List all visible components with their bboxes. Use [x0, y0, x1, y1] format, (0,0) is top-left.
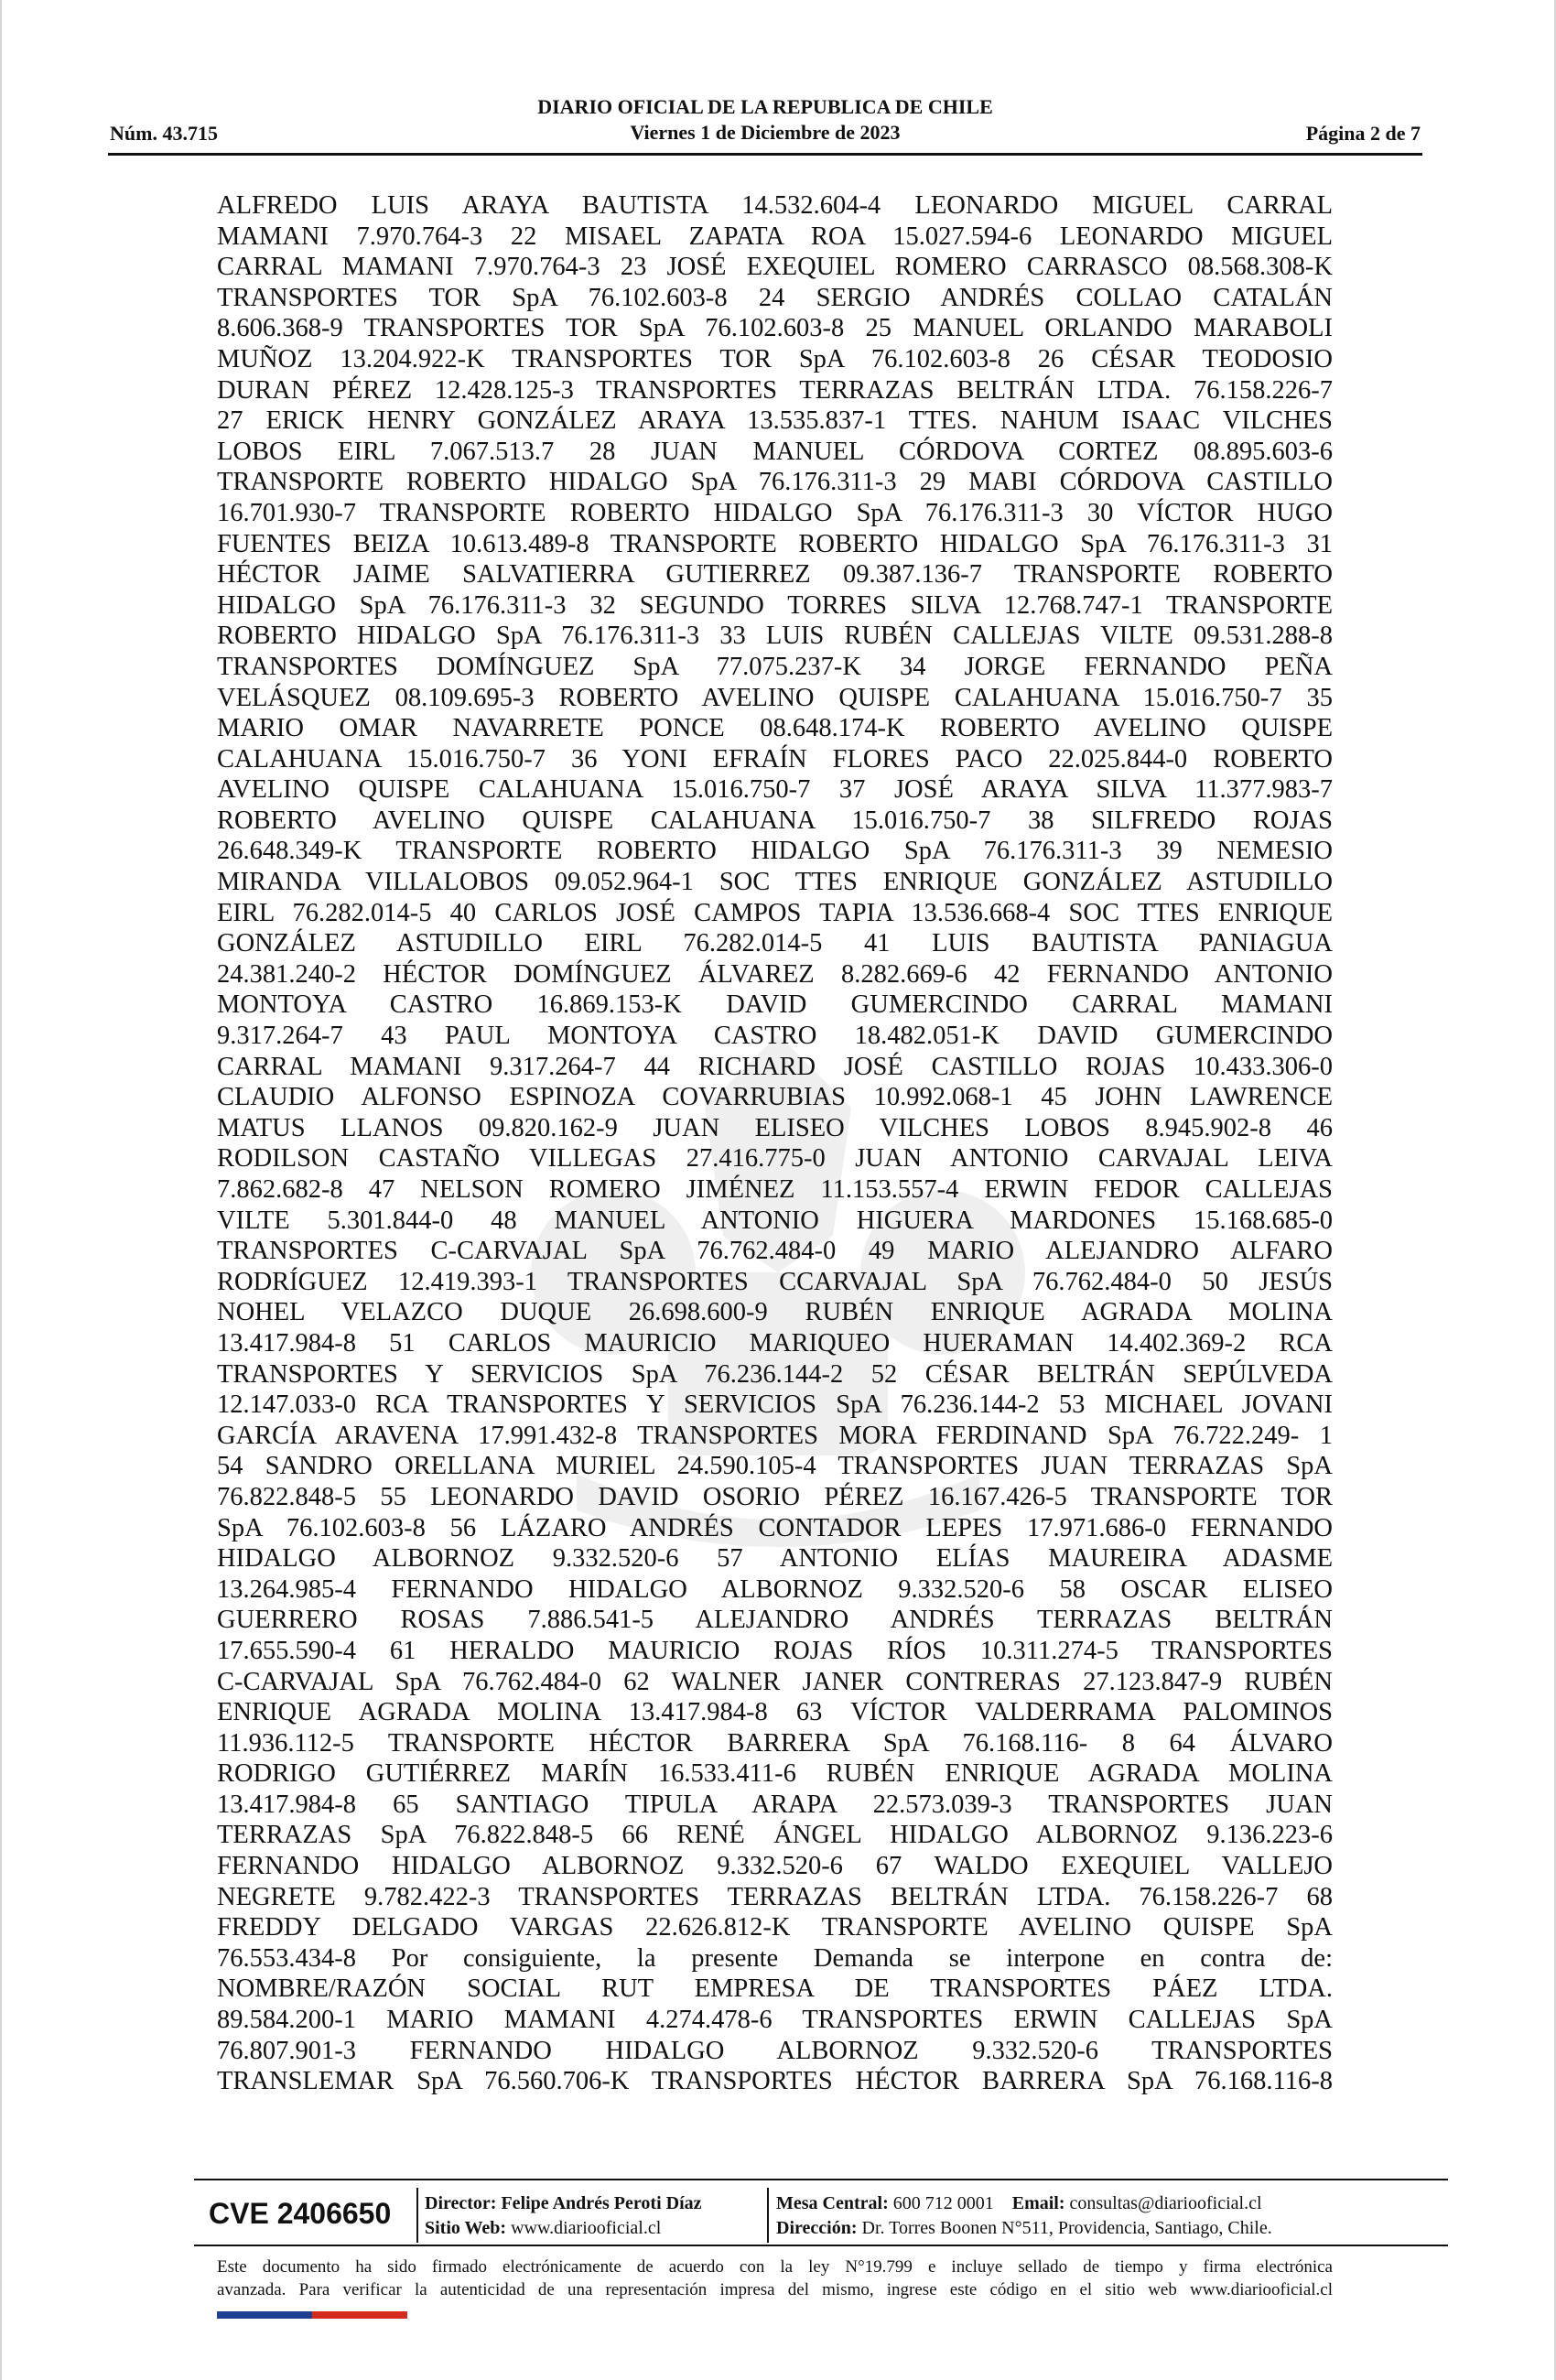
body-line: 16.701.930-7 TRANSPORTE ROBERTO HIDALGO SpA 76.176.311-3 30 VÍCTOR HUGO: [217, 498, 1333, 527]
body-line: GARCÍA ARAVENA 17.991.432-8 TRANSPORTES MORA FERDINAND SpA 76.722.249- 1: [217, 1421, 1333, 1450]
body-line: TERRAZAS SpA 76.822.848-5 66 RENÉ ÁNGEL HIDALGO ALBORNOZ 9.136.223-6: [217, 1821, 1333, 1850]
signature-note-line: avanzada. Para verificar la autenticidad de una representación impresa del mismo, ingrese este código en el sitio web www.diariooficial.cl: [217, 2280, 1333, 2299]
body-line: RODRÍGUEZ 12.419.393-1 TRANSPORTES CCARVAJAL SpA 76.762.484-0 50 JESÚS: [217, 1267, 1333, 1296]
signature-note: [217, 2256, 1333, 2301]
header-divider: [108, 153, 1422, 156]
issue-number: Núm. 43.715: [110, 122, 218, 145]
body-text: [217, 190, 1333, 2097]
signature-note-line: Este documento ha sido firmado electrónicamente de acuerdo con la ley N°19.799 e incluye sellado de tiempo y firma electrónica: [217, 2257, 1333, 2277]
body-line: HIDALGO ALBORNOZ 9.332.520-6 57 ANTONIO ELÍAS MAUREIRA ADASME: [217, 1544, 1333, 1574]
publication-date: Viernes 1 de Diciembre de 2023: [630, 121, 901, 144]
body-line: TRANSPORTES TOR SpA 76.102.603-8 24 SERGIO ANDRÉS COLLAO CATALÁN: [217, 283, 1333, 312]
director-label: Director:: [425, 2193, 497, 2213]
body-line: 76.553.434-8 Por consiguiente, la presente Demanda se interpone en contra de:: [217, 1943, 1333, 1973]
page-indicator: Página 2 de 7: [1305, 122, 1421, 145]
body-line: TRANSPORTES DOMÍNGUEZ SpA 77.075.237-K 34 JORGE FERNANDO PEÑA: [217, 652, 1333, 681]
body-line: FUENTES BEIZA 10.613.489-8 TRANSPORTE ROBERTO HIDALGO SpA 76.176.311-3 31: [217, 529, 1333, 558]
body-line: NOMBRE/RAZÓN SOCIAL RUT EMPRESA DE TRANSPORTES PÁEZ LTDA.: [217, 1974, 1333, 2004]
body-line: 24.381.240-2 HÉCTOR DOMÍNGUEZ ÁLVAREZ 8.282.669-6 42 FERNANDO ANTONIO: [217, 959, 1333, 989]
address-label: Dirección:: [776, 2218, 858, 2238]
body-line: GONZÁLEZ ASTUDILLO EIRL 76.282.014-5 41 LUIS BAUTISTA PANIAGUA: [217, 929, 1333, 958]
body-line: 76.807.901-3 FERNANDO HIDALGO ALBORNOZ 9.332.520-6 TRANSPORTES: [217, 2036, 1333, 2065]
footer-director-block: [425, 2191, 702, 2241]
body-line: TRANSPORTE ROBERTO HIDALGO SpA 76.176.311-3 29 MABI CÓRDOVA CASTILLO: [217, 468, 1333, 497]
body-line: MUÑOZ 13.204.922-K TRANSPORTES TOR SpA 76.102.603-8 26 CÉSAR TEODOSIO: [217, 344, 1333, 373]
body-line: ALFREDO LUIS ARAYA BAUTISTA 14.532.604-4 LEONARDO MIGUEL CARRAL: [217, 191, 1333, 220]
body-line: SpA 76.102.603-8 56 LÁZARO ANDRÉS CONTADOR LEPES 17.971.686-0 FERNANDO: [217, 1513, 1333, 1542]
header-center: [110, 94, 1421, 146]
flag-stripe: [217, 2311, 407, 2319]
body-line: ROBERTO AVELINO QUISPE CALAHUANA 15.016.750-7 38 SILFREDO ROJAS: [217, 806, 1333, 835]
body-line: DURAN PÉREZ 12.428.125-3 TRANSPORTES TERRAZAS BELTRÁN LTDA. 76.158.226-7: [217, 375, 1333, 405]
body-line: TRANSLEMAR SpA 76.560.706-K TRANSPORTES HÉCTOR BARRERA SpA 76.168.116-8: [217, 2067, 1333, 2096]
body-line: 54 SANDRO ORELLANA MURIEL 24.590.105-4 TRANSPORTES JUAN TERRAZAS SpA: [217, 1452, 1333, 1481]
flag-blue-segment: [217, 2311, 312, 2319]
body-line: EIRL 76.282.014-5 40 CARLOS JOSÉ CAMPOS TAPIA 13.536.668-4 SOC TTES ENRIQUE: [217, 898, 1333, 927]
body-line: ROBERTO HIDALGO SpA 76.176.311-3 33 LUIS RUBÉN CALLEJAS VILTE 09.531.288-8: [217, 622, 1333, 651]
footer-contact-block: [776, 2191, 1272, 2241]
cve-code: CVE 2406650: [209, 2197, 392, 2230]
body-line: LOBOS EIRL 7.067.513.7 28 JUAN MANUEL CÓRDOVA CORTEZ 08.895.603-6: [217, 437, 1333, 466]
body-line: 8.606.368-9 TRANSPORTES TOR SpA 76.102.603-8 25 MANUEL ORLANDO MARABOLI: [217, 314, 1333, 343]
body-line: GUERRERO ROSAS 7.886.541-5 ALEJANDRO ANDRÉS TERRAZAS BELTRÁN: [217, 1606, 1333, 1635]
body-line: 12.147.033-0 RCA TRANSPORTES Y SERVICIOS SpA 76.236.144-2 53 MICHAEL JOVANI: [217, 1390, 1333, 1420]
body-line: CLAUDIO ALFONSO ESPINOZA COVARRUBIAS 10.992.068-1 45 JOHN LAWRENCE: [217, 1083, 1333, 1112]
body-line: MARIO OMAR NAVARRETE PONCE 08.648.174-K ROBERTO AVELINO QUISPE: [217, 714, 1333, 743]
body-line: 9.317.264-7 43 PAUL MONTOYA CASTRO 18.482.051-K DAVID GUMERCINDO: [217, 1022, 1333, 1051]
publication-title: DIARIO OFICIAL DE LA REPUBLICA DE CHILE: [537, 95, 993, 118]
body-line: TRANSPORTES Y SERVICIOS SpA 76.236.144-2 52 CÉSAR BELTRÁN SEPÚLVEDA: [217, 1359, 1333, 1389]
body-line: HIDALGO SpA 76.176.311-3 32 SEGUNDO TORRES SILVA 12.768.747-1 TRANSPORTE: [217, 590, 1333, 620]
website-link[interactable]: www.diariooficial.cl: [511, 2218, 662, 2238]
body-line: 13.417.984-8 51 CARLOS MAURICIO MARIQUEO HUERAMAN 14.402.369-2 RCA: [217, 1328, 1333, 1358]
email-label: Email:: [1011, 2193, 1065, 2213]
director-value: Felipe Andrés Peroti Díaz: [501, 2193, 702, 2213]
mesa-label: Mesa Central:: [776, 2193, 889, 2213]
footer-separator: [767, 2188, 769, 2243]
page-header: [110, 94, 1421, 149]
body-line: MATUS LLANOS 09.820.162-9 JUAN ELISEO VILCHES LOBOS 8.945.902-8 46: [217, 1113, 1333, 1142]
body-line: MIRANDA VILLALOBOS 09.052.964-1 SOC TTES ENRIQUE GONZÁLEZ ASTUDILLO: [217, 868, 1333, 897]
body-line: 13.264.985-4 FERNANDO HIDALGO ALBORNOZ 9.332.520-6 58 OSCAR ELISEO: [217, 1574, 1333, 1604]
body-line: 89.584.200-1 MARIO MAMANI 4.274.478-6 TRANSPORTES ERWIN CALLEJAS SpA: [217, 2006, 1333, 2035]
body-line: RODRIGO GUTIÉRREZ MARÍN 16.533.411-6 RUBÉN ENRIQUE AGRADA MOLINA: [217, 1759, 1333, 1789]
body-line: 7.862.682-8 47 NELSON ROMERO JIMÉNEZ 11.153.557-4 ERWIN FEDOR CALLEJAS: [217, 1175, 1333, 1204]
footer-divider-bottom: [194, 2245, 1448, 2246]
body-line: 17.655.590-4 61 HERALDO MAURICIO ROJAS RÍOS 10.311.274-5 TRANSPORTES: [217, 1636, 1333, 1665]
address-value: Dr. Torres Boonen N°511, Providencia, Santiago, Chile.: [861, 2218, 1272, 2238]
body-line: AVELINO QUISPE CALAHUANA 15.016.750-7 37 JOSÉ ARAYA SILVA 11.377.983-7: [217, 775, 1333, 805]
body-line: 76.822.848-5 55 LEONARDO DAVID OSORIO PÉREZ 16.167.426-5 TRANSPORTE TOR: [217, 1482, 1333, 1511]
body-line: MAMANI 7.970.764-3 22 MISAEL ZAPATA ROA 15.027.594-6 LEONARDO MIGUEL: [217, 222, 1333, 251]
body-line: FERNANDO HIDALGO ALBORNOZ 9.332.520-6 67 WALDO EXEQUIEL VALLEJO: [217, 1852, 1333, 1881]
body-line: RODILSON CASTAÑO VILLEGAS 27.416.775-0 JUAN ANTONIO CARVAJAL LEIVA: [217, 1144, 1333, 1174]
body-line: 27 ERICK HENRY GONZÁLEZ ARAYA 13.535.837-1 TTES. NAHUM ISAAC VILCHES: [217, 406, 1333, 436]
body-line: NEGRETE 9.782.422-3 TRANSPORTES TERRAZAS BELTRÁN LTDA. 76.158.226-7 68: [217, 1882, 1333, 1911]
body-line: 26.648.349-K TRANSPORTE ROBERTO HIDALGO SpA 76.176.311-3 39 NEMESIO: [217, 837, 1333, 866]
body-line: CARRAL MAMANI 7.970.764-3 23 JOSÉ EXEQUIEL ROMERO CARRASCO 08.568.308-K: [217, 253, 1333, 282]
website-label: Sitio Web:: [425, 2218, 507, 2238]
body-line: NOHEL VELAZCO DUQUE 26.698.600-9 RUBÉN ENRIQUE AGRADA MOLINA: [217, 1298, 1333, 1327]
body-line: 13.417.984-8 65 SANTIAGO TIPULA ARAPA 22.573.039-3 TRANSPORTES JUAN: [217, 1790, 1333, 1819]
body-line: VELÁSQUEZ 08.109.695-3 ROBERTO AVELINO QUISPE CALAHUANA 15.016.750-7 35: [217, 683, 1333, 712]
email-link[interactable]: consultas@diariooficial.cl: [1069, 2193, 1262, 2213]
body-line: C-CARVAJAL SpA 76.762.484-0 62 WALNER JANER CONTRERAS 27.123.847-9 RUBÉN: [217, 1667, 1333, 1696]
body-line: 11.936.112-5 TRANSPORTE HÉCTOR BARRERA SpA 76.168.116- 8 64 ÁLVARO: [217, 1728, 1333, 1758]
body-line: TRANSPORTES C-CARVAJAL SpA 76.762.484-0 49 MARIO ALEJANDRO ALFARO: [217, 1237, 1333, 1266]
body-line: VILTE 5.301.844-0 48 MANUEL ANTONIO HIGUERA MARDONES 15.168.685-0: [217, 1206, 1333, 1235]
flag-red-segment: [312, 2311, 407, 2319]
footer-separator: [416, 2188, 418, 2243]
body-line: ENRIQUE AGRADA MOLINA 13.417.984-8 63 VÍCTOR VALDERRAMA PALOMINOS: [217, 1698, 1333, 1727]
body-line: MONTOYA CASTRO 16.869.153-K DAVID GUMERCINDO CARRAL MAMANI: [217, 990, 1333, 1020]
body-line: CARRAL MAMANI 9.317.264-7 44 RICHARD JOSÉ CASTILLO ROJAS 10.433.306-0: [217, 1052, 1333, 1081]
footer-divider-top: [194, 2179, 1448, 2180]
body-line: CALAHUANA 15.016.750-7 36 YONI EFRAÍN FLORES PACO 22.025.844-0 ROBERTO: [217, 744, 1333, 774]
body-line: FREDDY DELGADO VARGAS 22.626.812-K TRANSPORTE AVELINO QUISPE SpA: [217, 1913, 1333, 1942]
mesa-value: 600 712 0001: [892, 2193, 994, 2213]
body-line: HÉCTOR JAIME SALVATIERRA GUTIERREZ 09.387.136-7 TRANSPORTE ROBERTO: [217, 560, 1333, 590]
